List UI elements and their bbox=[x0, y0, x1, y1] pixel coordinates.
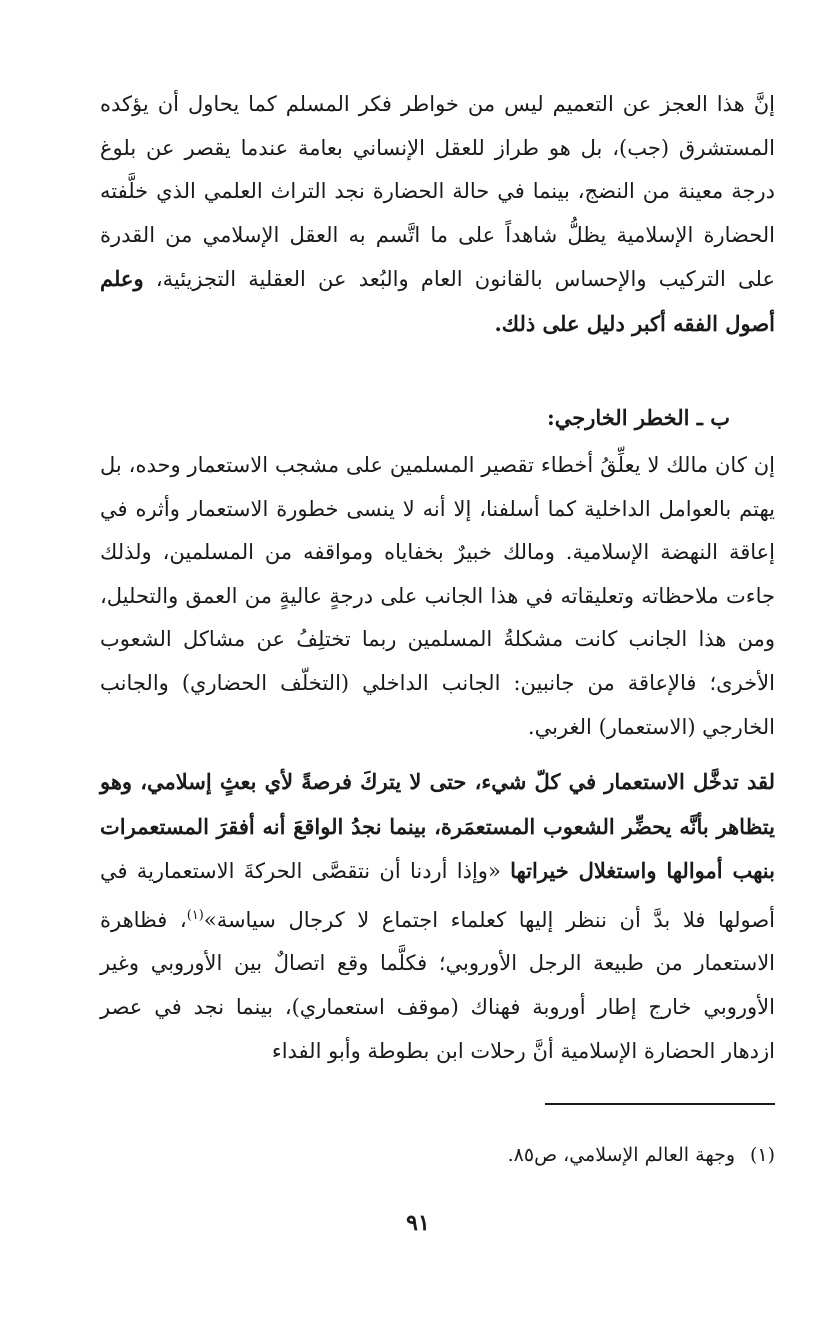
paragraph-3-text: «وإذا أردنا أن نتقصَّى الحركةَ الاستعمارية في أصولها فلا بدَّ أن ننظر إليها كعلماء اجتماع لا كرجال سياسة» bbox=[100, 859, 776, 932]
section-heading: ب ـ الخطر الخارجي: bbox=[546, 405, 730, 430]
paragraph-1-bold: وعلم أصول الفقه أكبر دليل على ذلك. bbox=[100, 266, 775, 336]
paragraph-1 bbox=[100, 83, 775, 347]
paragraph-3 bbox=[100, 760, 775, 1073]
footnote-number: (١) bbox=[749, 1144, 775, 1166]
paragraph-2-text: إن كان مالك لا يعلِّقُ أخطاء تقصير المسلمين على مشجب الاستعمار وحده، بل يهتم بالعوامل الداخلية كما أسلفنا، إلا أنه لا ينسى خطورة الاستعمار وأثره في إعاقة النهضة الإسلامية. ومالك خبيرٌ بخفاياه ومواقفه من المسلمين، ولذلك جاءت ملاحظاته وتعليقاته في هذا الجانب على درجةٍ عاليةٍ من العمق والتحليل، ومن هذا الجانب كانت مشكلةُ المسلمين ربما تختلِفُ عن مشاكل الشعوب الأخرى؛ فالإعاقة من جانبين: الجانب الداخلي (التخلّف الحضاري) والجانب الخارجي (الاستعمار) الغربي. bbox=[100, 453, 775, 739]
paragraph-3-bold: لقد تدخَّل الاستعمار في كلّ شيء، حتى لا يتركَ فرصةً لأي بعثٍ إسلامي، وهو يتظاهر بأنَّه يحضِّر الشعوب المستعمَرة، بينما نجدُ الواقعَ أنه أفقرَ المستعمرات بنهب أموالها واستغلال خيراتها bbox=[100, 769, 775, 884]
paragraph-2 bbox=[100, 444, 775, 749]
footnote-reference: (١) bbox=[186, 907, 204, 923]
footnote bbox=[300, 1140, 775, 1170]
page-number: ٩١ bbox=[406, 1210, 430, 1236]
footnote-separator bbox=[545, 1103, 775, 1105]
paragraph-1-text: إنَّ هذا العجز عن التعميم ليس من خواطر فكر المسلم كما يحاول أن يؤكده المستشرق (جب)، بل هو طراز للعقل الإنساني بعامة عندما يقصر عن بلوغ درجة معينة من النضج، بينما في حالة الحضارة نجد التراث العلمي الذي خلَّفته الحضارة الإسلامية يظلُّ شاهداً على ما اتَّسم به العقل الإسلامي من القدرة على التركيب والإحساس بالقانون العام والبُعد عن العقلية التجزيئية، bbox=[100, 92, 775, 292]
paragraph-3-text-continued: ، فظاهرة الاستعمار من طبيعة الرجل الأوروبي؛ فكلَّما وقع اتصالٌ بين الأوروبي وغير الأوروبي خارج إطار أوروبة فهناك (موقف استعماري)، بينما نجد في عصر ازدهار الحضارة الإسلامية أنَّ رحلات ابن بطوطة وأبو الفداء bbox=[100, 907, 775, 1063]
footnote-text: وجهة العالم الإسلامي، ص٨٥. bbox=[507, 1144, 735, 1166]
